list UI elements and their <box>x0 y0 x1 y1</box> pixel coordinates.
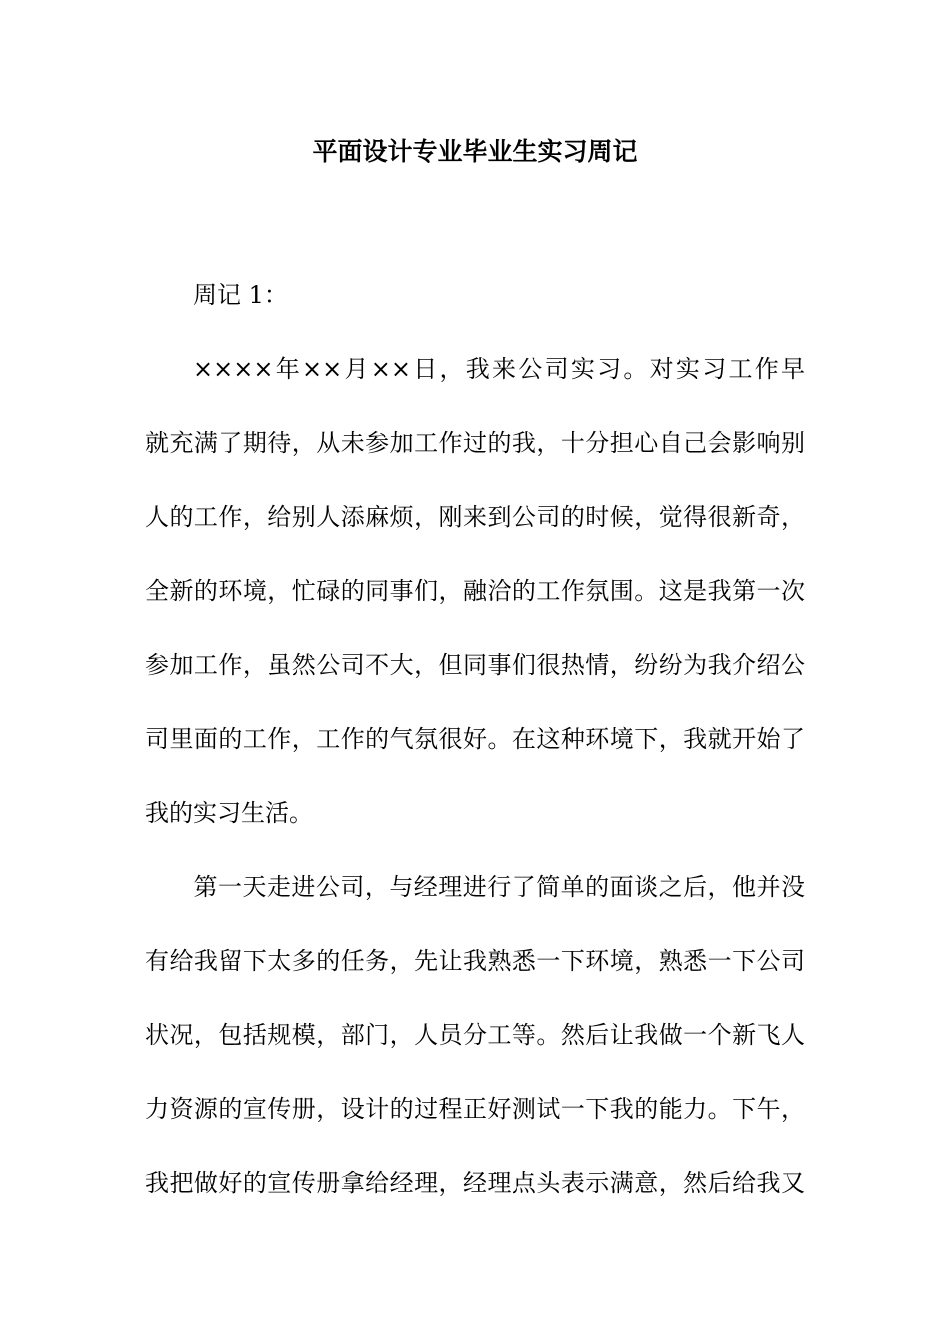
paragraph-line: ××××年××月××日，我来公司实习。对实习工作早 <box>193 355 805 383</box>
paragraph-line: 就充满了期待，从未参加工作过的我，十分担心自己会影响别 <box>145 429 805 457</box>
paragraph <box>145 850 805 1220</box>
document-body <box>145 258 805 1220</box>
week-heading-text: 周记 1： <box>193 281 288 309</box>
paragraph-line: 全新的环境，忙碌的同事们，融洽的工作氛围。这是我第一次 <box>145 577 805 605</box>
paragraph-line: 参加工作，虽然公司不大，但同事们很热情，纷纷为我介绍公 <box>145 651 805 679</box>
week-heading <box>145 258 805 332</box>
paragraph-line: 我把做好的宣传册拿给经理，经理点头表示满意，然后给我又 <box>145 1169 805 1197</box>
paragraph-line: 有给我留下太多的任务，先让我熟悉一下环境，熟悉一下公司 <box>145 947 805 975</box>
document-title: 平面设计专业毕业生实习周记 <box>312 137 638 166</box>
paragraph <box>145 332 805 850</box>
paragraph-line: 状况，包括规模，部门，人员分工等。然后让我做一个新飞人 <box>145 1021 805 1049</box>
paragraph-line: 人的工作，给别人添麻烦，刚来到公司的时候，觉得很新奇， <box>145 503 805 531</box>
paragraph-line: 司里面的工作，工作的气氛很好。在这种环境下，我就开始了 <box>145 725 805 753</box>
paragraph-line: 第一天走进公司，与经理进行了简单的面谈之后，他并没 <box>193 873 805 901</box>
paragraph-line: 力资源的宣传册，设计的过程正好测试一下我的能力。下午， <box>145 1095 805 1123</box>
paragraph-line: 我的实习生活。 <box>145 799 313 827</box>
